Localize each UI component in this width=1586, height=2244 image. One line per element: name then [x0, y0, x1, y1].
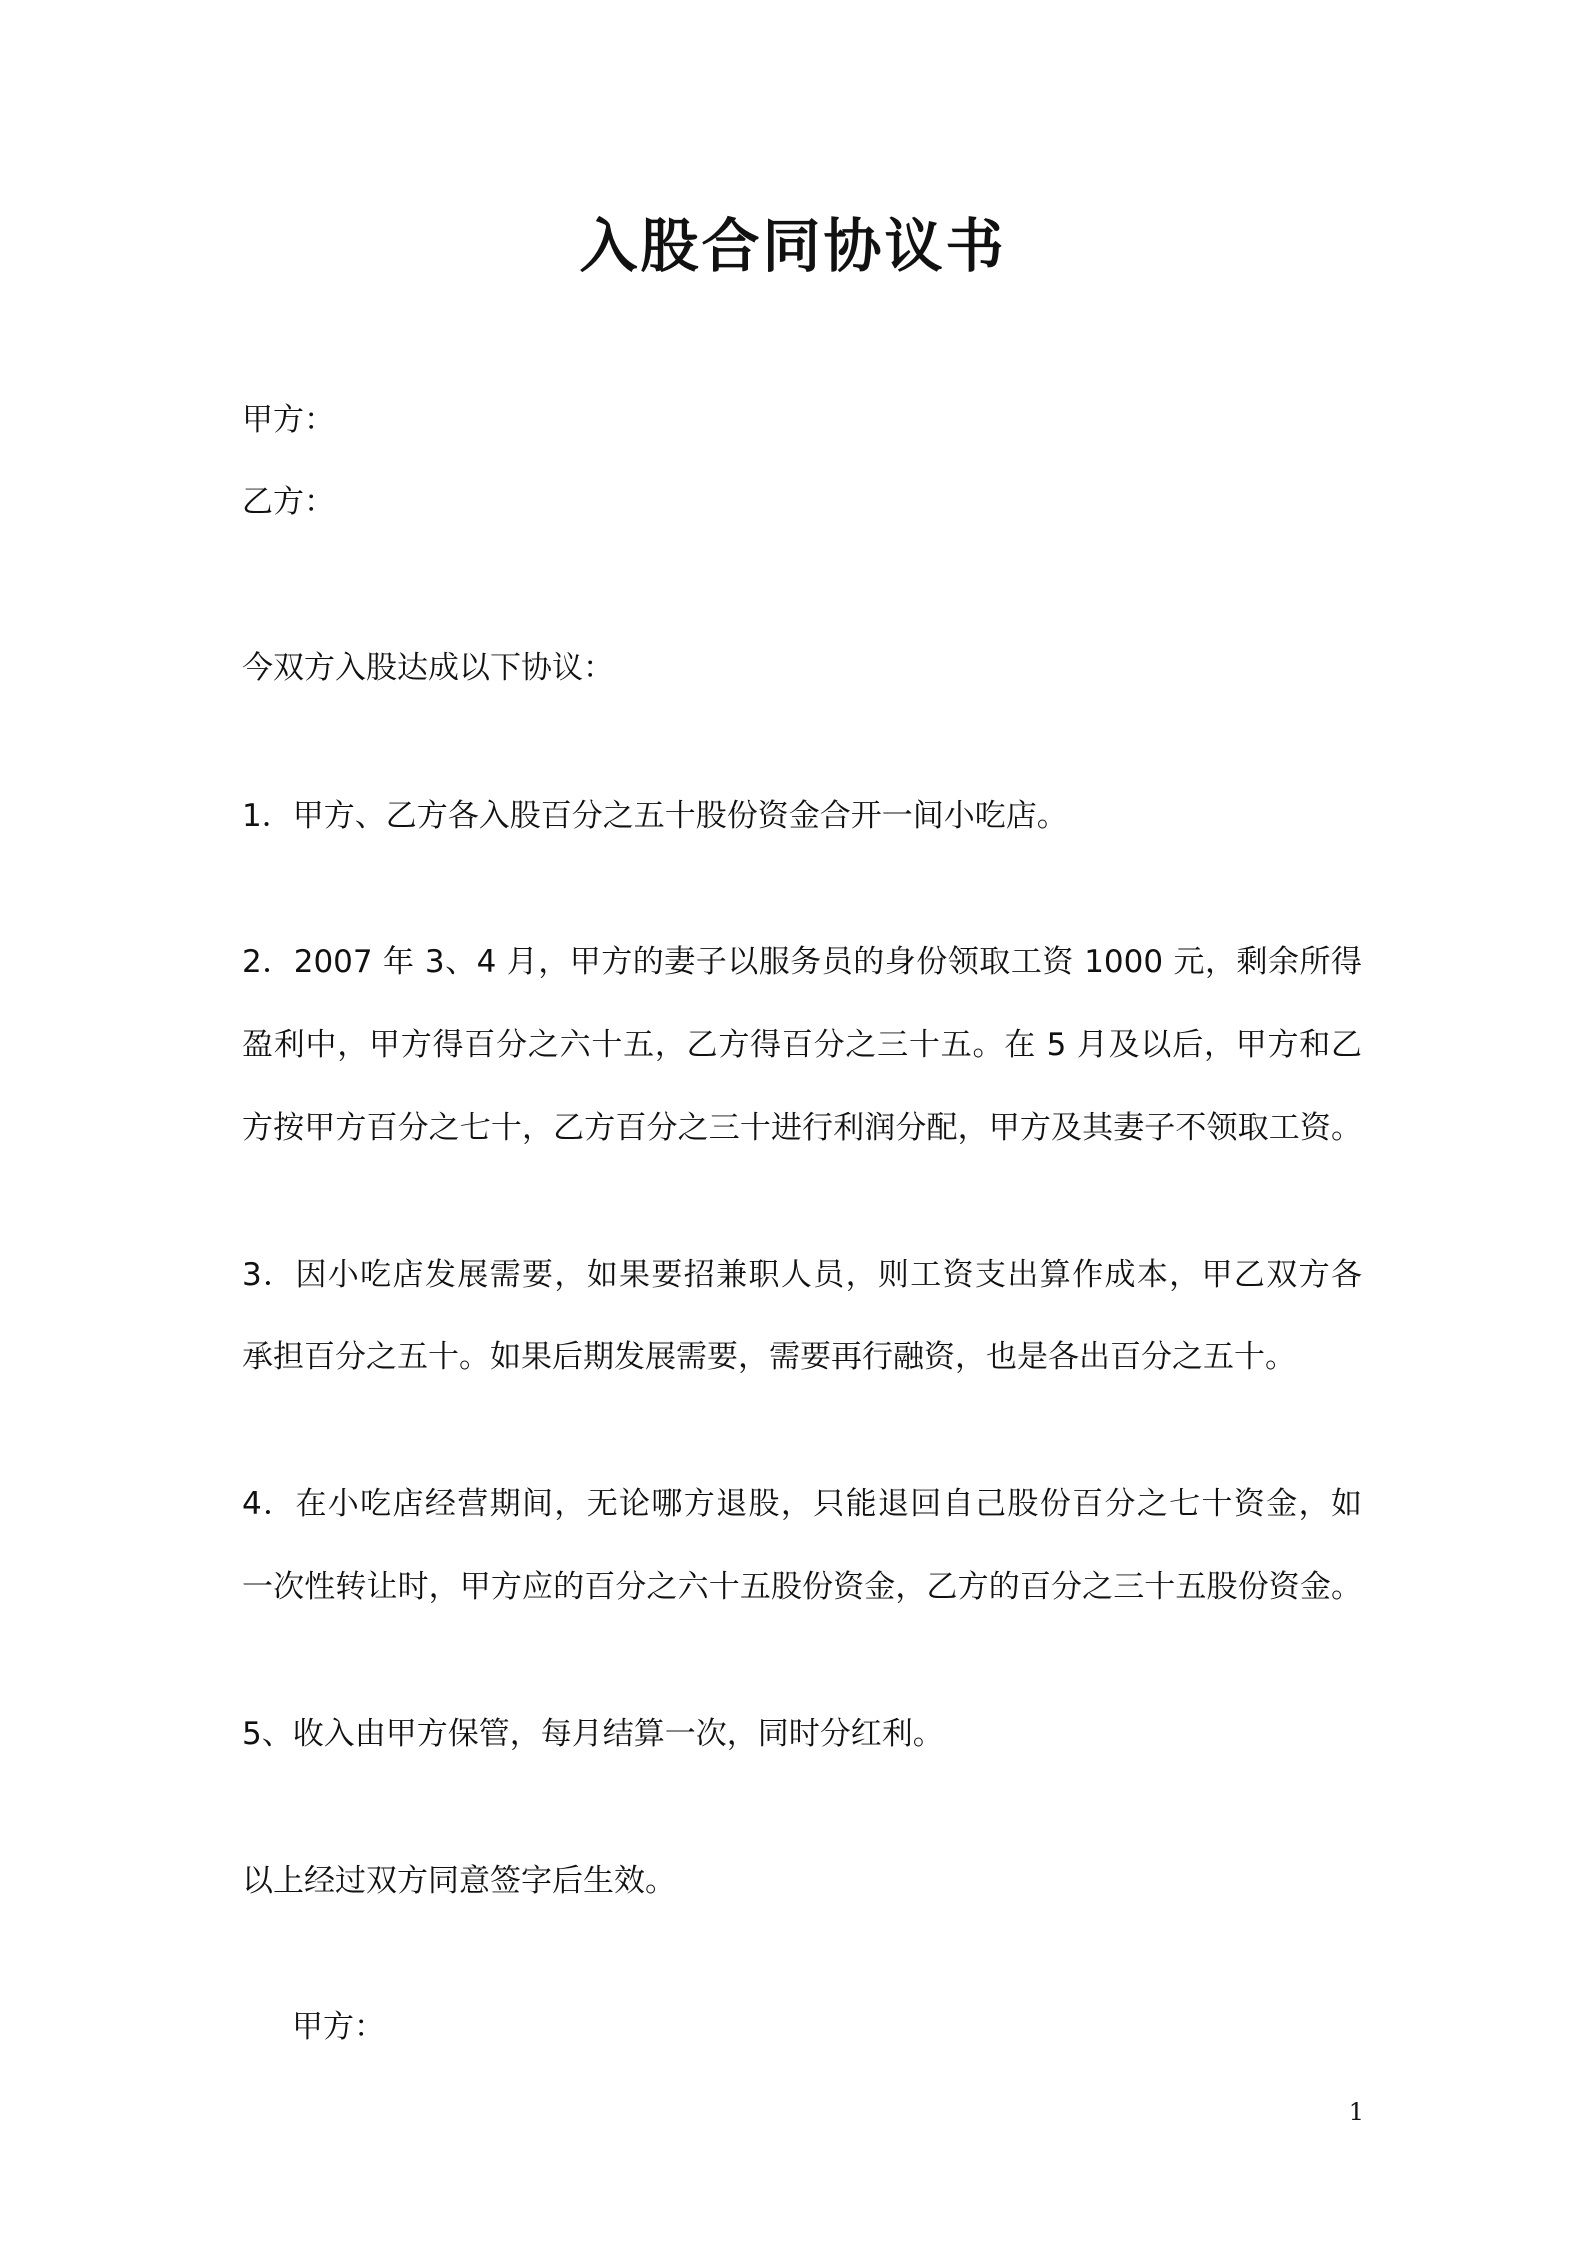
intro-text: 今双方入股达成以下协议：: [242, 650, 614, 686]
clause-3-line-2: 承担百分之五十。如果后期发展需要，需要再行融资，也是各出百分之五十。: [242, 1339, 1296, 1375]
party-b-label: 乙方：: [242, 484, 335, 520]
clause-4-line-1: 4．在小吃店经营期间，无论哪方退股，只能退回自己股份百分之七十资金，如: [242, 1486, 1362, 1522]
document-title: 入股合同协议书: [579, 212, 1007, 280]
clause-5-line-1: 5、收入由甲方保管，每月结算一次，同时分红利。: [242, 1716, 944, 1752]
party-a-label: 甲方：: [242, 402, 335, 438]
clause-2-line-2: 盈利中，甲方得百分之六十五，乙方得百分之三十五。在 5 月及以后，甲方和乙: [242, 1027, 1362, 1063]
signature-party-a-label: 甲方：: [292, 2009, 385, 2045]
page-number: 1: [1348, 2098, 1364, 2126]
clause-3-line-1: 3．因小吃店发展需要，如果要招兼职人员，则工资支出算作成本，甲乙双方各: [242, 1257, 1362, 1293]
clause-2-line-3: 方按甲方百分之七十，乙方百分之三十进行利润分配，甲方及其妻子不领取工资。: [242, 1110, 1362, 1146]
closing-text: 以上经过双方同意签字后生效。: [242, 1863, 676, 1899]
clause-2-line-1: 2．2007 年 3、4 月，甲方的妻子以服务员的身份领取工资 1000 元，剩余所得: [242, 944, 1362, 980]
clause-1-line-1: 1．甲方、乙方各入股百分之五十股份资金合开一间小吃店。: [242, 798, 1068, 834]
clause-4-line-2: 一次性转让时，甲方应的百分之六十五股份资金，乙方的百分之三十五股份资金。: [242, 1569, 1362, 1605]
